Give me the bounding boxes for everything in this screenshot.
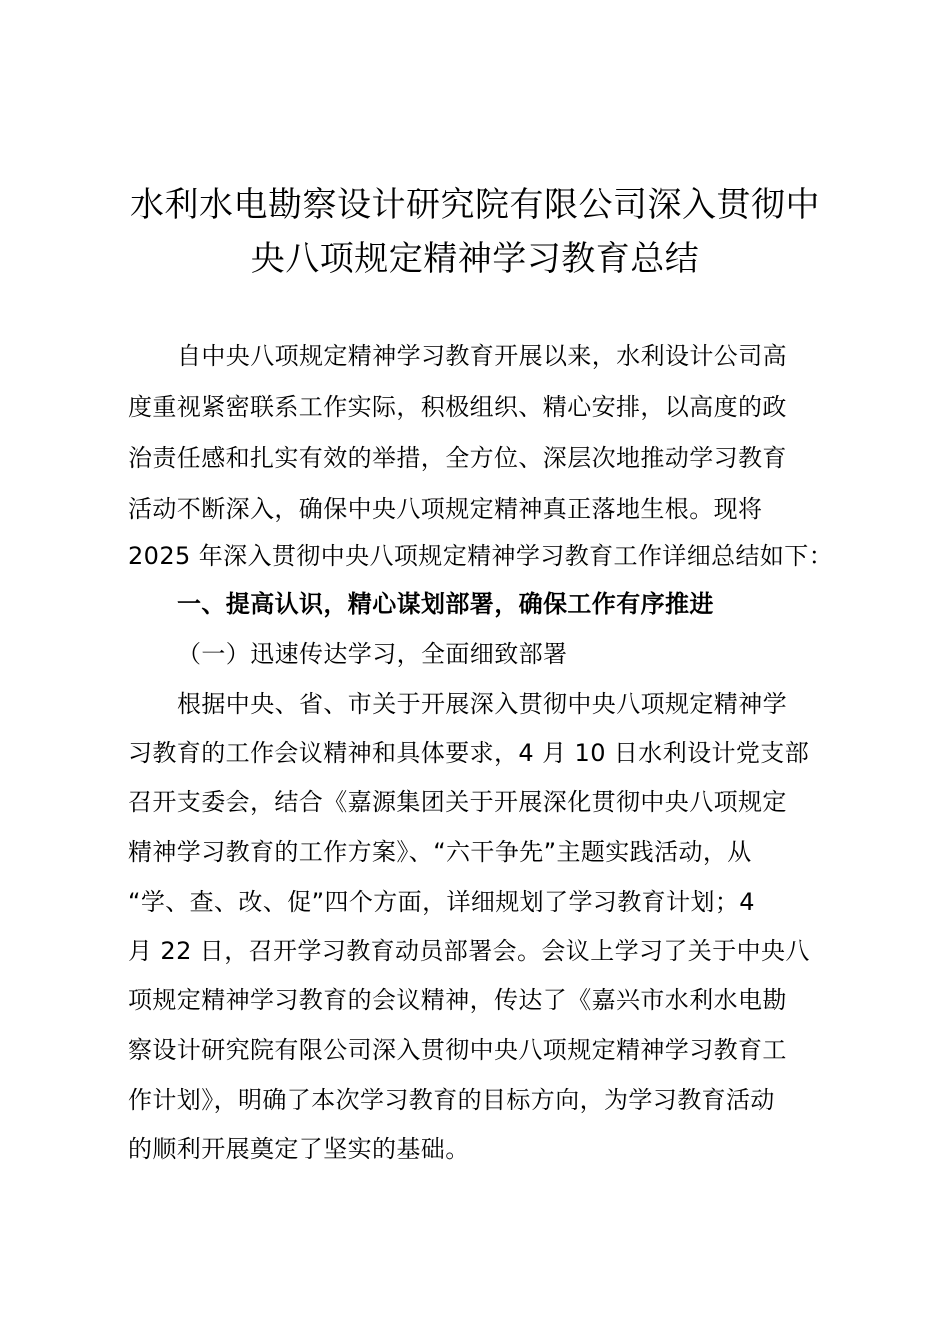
body-line: 项规定精神学习教育的会议精神，传达了《嘉兴市水利水电勘 xyxy=(128,986,787,1014)
body-line: 治责任感和扎实有效的举措，全方位、深层次地推动学习教育 xyxy=(128,444,787,472)
body-line: 习教育的工作会议精神和具体要求，4 月 10 日水利设计党支部 xyxy=(128,739,810,767)
body-line: 的顺利开展奠定了坚实的基础。 xyxy=(128,1135,470,1163)
document-title xyxy=(60,178,890,286)
section-heading: 一、提高认识，精心谋划部署，确保工作有序推进 xyxy=(177,590,714,618)
body-line: 活动不断深入，确保中央八项规定精神真正落地生根。现将 xyxy=(128,495,763,523)
body-line: 察设计研究院有限公司深入贯彻中央八项规定精神学习教育工 xyxy=(128,1036,787,1064)
body-line: 作计划》，明确了本次学习教育的目标方向，为学习教育活动 xyxy=(128,1086,775,1114)
body-line: 月 22 日，召开学习教育动员部署会。会议上学习了关于中央八 xyxy=(128,937,810,965)
body-line: 2025 年深入贯彻中央八项规定精神学习教育工作详细总结如下： xyxy=(128,542,834,570)
title-line-1: 水利水电勘察设计研究院有限公司深入贯彻中 xyxy=(130,185,820,225)
subsection-heading: （一）迅速传达学习，全面细致部署 xyxy=(177,640,568,668)
body-line: 精神学习教育的工作方案》、“六干争先”主题实践活动，从 xyxy=(128,838,752,866)
body-line: 自中央八项规定精神学习教育开展以来，水利设计公司高 xyxy=(177,342,787,370)
body-line: 度重视紧密联系工作实际，积极组织、精心安排，以高度的政 xyxy=(128,393,787,421)
body-line: 根据中央、省、市关于开展深入贯彻中央八项规定精神学 xyxy=(177,690,787,718)
title-line-2: 央八项规定精神学习教育总结 xyxy=(250,239,700,279)
body-line: “学、查、改、促”四个方面，详细规划了学习教育计划；4 xyxy=(128,888,755,916)
body-line: 召开支委会，结合《嘉源集团关于开展深化贯彻中央八项规定 xyxy=(128,788,787,816)
